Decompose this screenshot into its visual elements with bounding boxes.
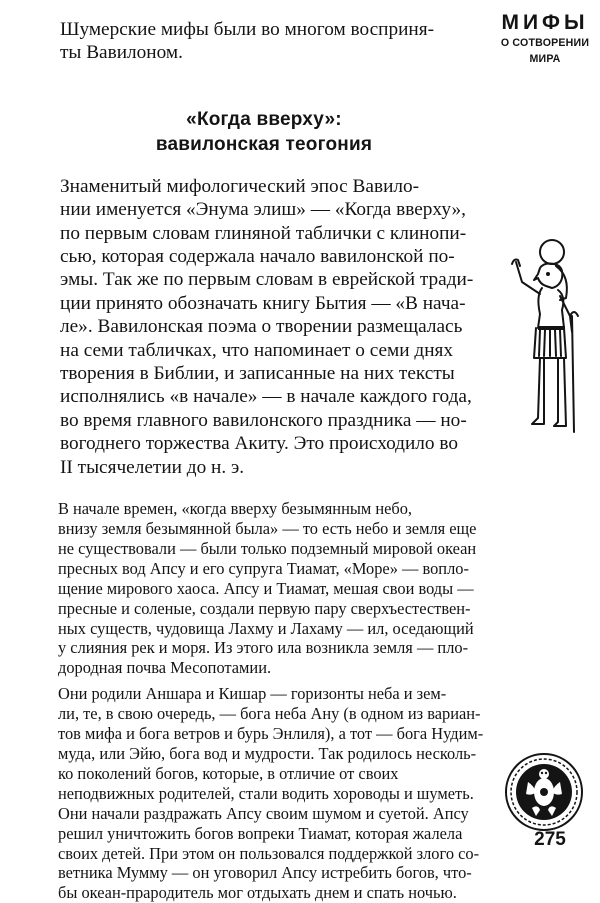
- text-line: эмы. Так же по первым словам в еврейской тради-: [60, 269, 474, 291]
- text-line: на семи табличках, что напоминает о семи днях: [60, 339, 454, 361]
- text-line: Они начали раздражать Апсу своим шумом и суетой. Апсу: [58, 803, 469, 823]
- text-line: тов мифа и бога ветров и бурь Энлиля), а тот — бога Нудим-: [58, 724, 484, 744]
- text-line: Знаменитый мифологический эпос Вавило-: [60, 175, 420, 197]
- text-line: ветника Мумму — он уговорил Апсу истребить богов, что-: [58, 863, 472, 883]
- section-title-line2: вавилонская теогония: [155, 133, 373, 155]
- text-line: дородная почва Месопотамии.: [58, 658, 272, 678]
- text-line: ции принято обозначать книгу Бытия — «В нача-: [60, 292, 466, 314]
- text-line: ных существ, чудовища Лахму и Лахаму — ил, оседающий: [58, 618, 474, 638]
- header-subtitle-line1: О СОТВОРЕНИИ: [500, 37, 590, 49]
- text-line: не существовали — были только подземный мировой океан: [58, 538, 477, 558]
- text-line: пресных вод Апсу и его супруга Тиамат, «Море» — вопло-: [58, 558, 469, 578]
- text-line: пресные и соленые, создали первую пару сверхъестествен-: [58, 598, 471, 618]
- section-title: [30, 107, 498, 157]
- page-number: 275: [534, 829, 566, 850]
- text-line: ко поколений богов, которые, в отличие от своих: [58, 763, 399, 783]
- quote-paragraph-1: [30, 499, 498, 678]
- running-header: [497, 10, 593, 67]
- text-line: у слияния рек и моря. Из этого ила возникла земля — пло-: [58, 638, 469, 658]
- egyptian-deity-figure-icon: [500, 236, 590, 436]
- text-line: щение мирового хаоса. Апсу и Тиамат, мешая свои воды —: [58, 578, 474, 598]
- header-subtitle-line2: МИРА: [529, 53, 561, 65]
- main-text-column: [30, 18, 498, 903]
- text-line: муда, или Эйю, бога вод и мудрости. Так родилось несколь-: [58, 743, 477, 763]
- text-line: ли, те, в свою очередь, — бога неба Ану (в одном из вариан-: [58, 704, 481, 724]
- intro-paragraph: [30, 18, 498, 65]
- text-line: исполнялись «в начале» — в начале каждого года,: [60, 386, 472, 408]
- text-line: по первым словам глиняной таблички с клинопи-: [60, 222, 467, 244]
- text-line: ты Вавилоном.: [60, 42, 183, 64]
- text-line: бы океан-прародитель мог отдыхать днем и спать ночью.: [58, 883, 457, 903]
- quote-paragraph-2: [30, 684, 498, 903]
- text-line: Шумерские мифы были во многом восприня-: [60, 19, 435, 40]
- ornamental-medallion-icon: [504, 752, 584, 832]
- text-line: внизу земля безымянной была» — то есть небо и земля еще: [58, 519, 477, 538]
- text-line: Они родили Аншара и Кишар — горизонты неба и зем-: [58, 684, 447, 704]
- text-line: В начале времен, «когда вверху безымянным небо,: [58, 499, 413, 519]
- text-line: решил уничтожить богов вопреки Тиамат, которая жалела: [58, 823, 463, 843]
- text-line: сью, которая содержала начало вавилонской по-: [60, 246, 455, 268]
- text-line: II тысячелетии до н. э.: [60, 456, 245, 478]
- text-line: неподвижных родителей, стали водить хороводы и шуметь.: [58, 783, 474, 803]
- section-title-line1: «Когда вверху»:: [186, 108, 342, 130]
- text-line: творения в Библии, и записанные на них тексты: [60, 363, 455, 385]
- body-paragraph-1: [30, 175, 498, 479]
- text-line: своих детей. При этом он пользовался поддержкой злого со-: [58, 843, 480, 863]
- text-line: во время главного вавилонского праздника — но-: [60, 409, 467, 431]
- text-line: нии именуется «Энума элиш» — «Когда вверху»,: [60, 199, 466, 221]
- text-line: ле». Вавилонская поэма о творении размещалась: [60, 316, 463, 338]
- header-title: МИФЫ: [501, 11, 589, 34]
- text-line: вогоднего торжества Акиту. Это происходило во: [60, 433, 459, 455]
